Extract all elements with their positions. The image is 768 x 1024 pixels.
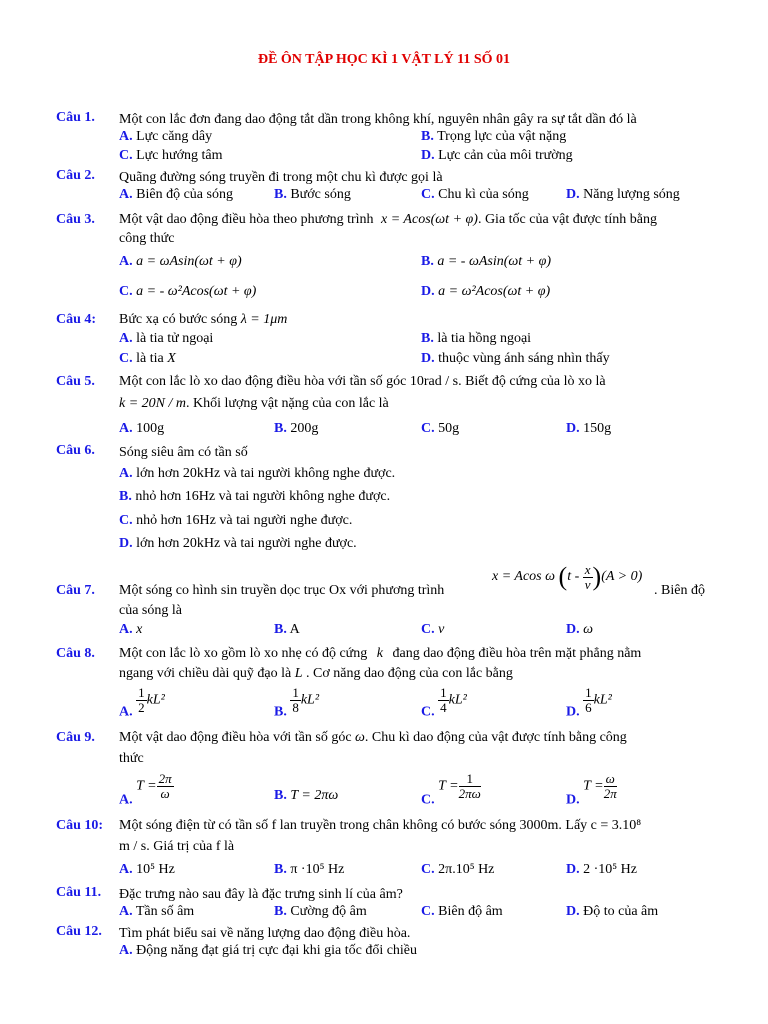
question-text-cont: k = 20N / m. Khối lượng vật nặng của con lắc là (119, 396, 389, 411)
question-text-cont: m / s. Giá trị của f là (119, 839, 235, 854)
option-d: D. a = ω²Acos(ωt + φ) (421, 284, 551, 299)
question-number: Câu 3. (56, 212, 95, 227)
option-d: D. lớn hơn 20kHz và tai người nghe được. (119, 536, 357, 551)
question-number: Câu 7. (56, 583, 95, 598)
question-text: Một vật dao động điều hòa theo phương trình x = Acos(ωt + φ). Gia tốc của vật được tính bằng (119, 212, 657, 227)
question-number: Câu 4: (56, 312, 97, 327)
option-a: A. Lực căng dây (119, 129, 213, 144)
option-d: D. 2 ·10⁵ Hz (566, 862, 637, 877)
option-a: A. Tần số âm (119, 904, 195, 919)
option-d: D. Lực cản của môi trường (421, 148, 573, 163)
question-number: Câu 5. (56, 374, 95, 389)
option-a: A. T = $\frac{2\pi}{\omega}$ (119, 771, 172, 808)
option-a: A. lớn hơn 20kHz và tai người không nghe được. (119, 466, 396, 481)
option-b: B. Bước sóng (274, 187, 351, 202)
option-a: A. 100g (119, 421, 165, 436)
option-c: C. Lực hướng tâm (119, 148, 223, 163)
option-d: D. ω (566, 622, 594, 637)
question-text: Tìm phát biểu sai về năng lượng dao động điều hòa. (119, 926, 411, 941)
option-a: A. $\frac{1}{2}$ kL² (119, 685, 165, 720)
question-number: Câu 10: (56, 818, 104, 833)
option-d: D. thuộc vùng ánh sáng nhìn thấy (421, 351, 610, 366)
question-text: Một con lắc lò xo gồm lò xo nhẹ có độ cứng k đang dao động điều hòa trên mặt phẳng nằm (119, 646, 642, 661)
question-text-cont: thức (119, 751, 144, 766)
question-text-cont: công thức (119, 231, 175, 246)
question-number: Câu 2. (56, 168, 95, 183)
question-number: Câu 11. (56, 885, 102, 900)
question-text-cont: . Biên độ (654, 583, 705, 598)
option-c: C. 50g (421, 421, 460, 436)
option-c: C. 2π.10⁵ Hz (421, 862, 495, 877)
question-text: Một vật dao động điều hòa với tần số góc ω. Chu kì dao động của vật được tính bằng công (119, 730, 627, 745)
option-b: B. 200g (274, 421, 319, 436)
option-c: C. Biên độ âm (421, 904, 503, 919)
question-text: Bức xạ có bước sóng λ = 1μm (119, 312, 288, 327)
option-d: D. T = $\frac{\omega}{2\pi}$ (566, 771, 617, 808)
option-b: B. A (274, 622, 300, 637)
option-d: D. $\frac{1}{6}$ kL² (566, 685, 612, 720)
option-b: B. $\frac{1}{8}$ kL² (274, 685, 320, 720)
option-b: B. T = 2πω (274, 788, 339, 803)
question-number: Câu 8. (56, 646, 95, 661)
option-b: B. Cường độ âm (274, 904, 367, 919)
exam-title: ĐỀ ÔN TẬP HỌC KÌ 1 VẬT LÝ 11 SỐ 01 (257, 52, 511, 67)
option-a: A. Động năng đạt giá trị cực đại khi gia tốc đổi chiều (119, 943, 418, 958)
option-a: A. Biên độ của sóng (119, 187, 233, 202)
option-c: C. $\frac{1}{4}$ kL² (421, 685, 467, 720)
question-text: Sóng siêu âm có tần số (119, 445, 248, 460)
question-text-cont: ngang với chiều dài quỹ đạo là L . Cơ năng dao động của con lắc bằng (119, 666, 513, 681)
option-d: D. 150g (566, 421, 612, 436)
option-b: B. nhỏ hơn 16Hz và tai người không nghe được. (119, 489, 391, 504)
option-b: B. π ·10⁵ Hz (274, 862, 345, 877)
option-d: D. Năng lượng sóng (566, 187, 680, 202)
question-text: Đặc trưng nào sau đây là đặc trưng sinh lí của âm? (119, 887, 403, 902)
question-number: Câu 1. (56, 110, 95, 125)
question-text: Quãng đường sóng truyền đi trong một chu kì được gọi là (119, 170, 443, 185)
question-number: Câu 9. (56, 730, 95, 745)
question-text: Một sóng điện từ có tần số f lan truyền trong chân không có bước sóng 3000m. Lấy c = 3.10⁸ (119, 818, 642, 833)
option-a: A. 10⁵ Hz (119, 862, 175, 877)
option-a: A. x (119, 622, 143, 637)
question-text: Một con lắc đơn đang dao động tắt dần trong không khí, nguyên nhân gây ra sự tắt dần đó là (119, 112, 637, 127)
option-a: A. a = ωAsin(ωt + φ) (119, 254, 242, 269)
option-c: C. nhỏ hơn 16Hz và tai người nghe được. (119, 513, 353, 528)
question-text: Một con lắc lò xo dao động điều hòa với tần số góc 10rad / s. Biết độ cứng của lò xo là (119, 374, 606, 389)
option-a: A. là tia tử ngoại (119, 331, 214, 346)
option-c: C. T = $\frac{1}{2\pi\omega}$ (421, 771, 481, 808)
question-text: Một sóng co hình sin truyền dọc trục Ox với phương trình (119, 583, 445, 598)
question-number: Câu 6. (56, 443, 95, 458)
option-d: D. Độ to của âm (566, 904, 659, 919)
option-b: B. a = - ωAsin(ωt + φ) (421, 254, 552, 269)
option-b: B. là tia hồng ngoại (421, 331, 532, 346)
question-number: Câu 12. (56, 924, 102, 939)
option-c: C. là tia X (119, 351, 176, 366)
question-text-cont2: của sóng là (119, 603, 182, 618)
option-c: C. Chu kì của sóng (421, 187, 529, 202)
option-b: B. Trọng lực của vật nặng (421, 129, 567, 144)
option-c: C. a = - ω²Acos(ωt + φ) (119, 284, 257, 299)
option-c: C. v (421, 622, 445, 637)
equation: x = Acos ω (t - $\frac{x}{v}$ )(A > 0) (492, 561, 643, 592)
